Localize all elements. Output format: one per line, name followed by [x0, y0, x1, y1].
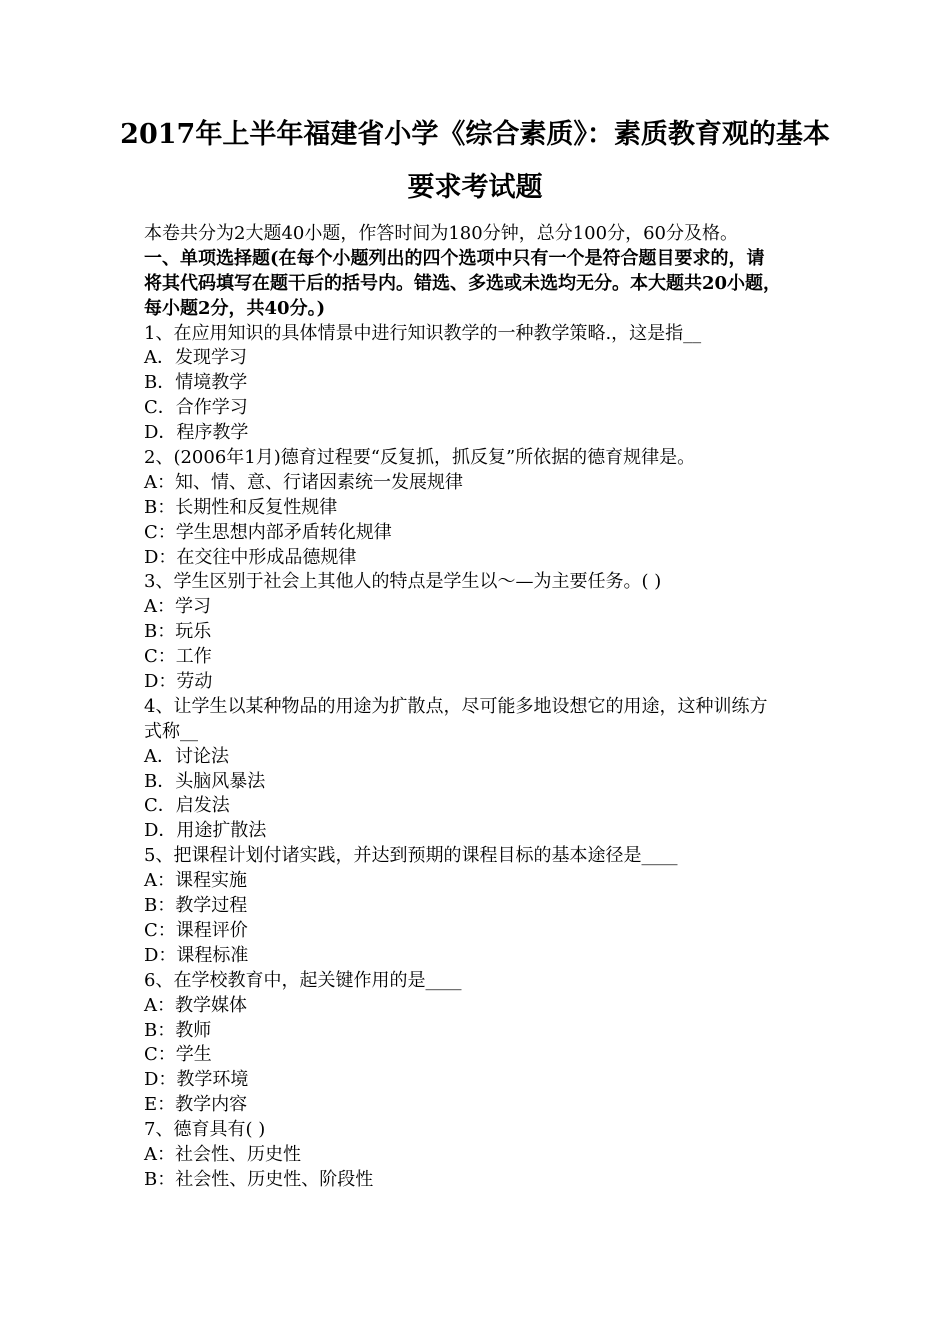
answer-option: B．情境教学	[144, 372, 248, 394]
answer-option: C：课程评价	[144, 919, 248, 941]
answer-option: A：知、情、意、行诸因素统一发展规律	[144, 471, 463, 493]
question-text	[144, 695, 808, 745]
question-text	[144, 322, 808, 347]
answer-option: A：课程实施	[144, 870, 247, 892]
answer-option: C．合作学习	[144, 397, 248, 419]
question-6	[144, 969, 808, 1118]
question-text-line: 1、在应用知识的具体情景中进行知识教学的一种教学策略.，这是指__	[144, 322, 702, 344]
question-text	[144, 446, 808, 471]
question-text-line: 7、德育具有( )	[144, 1119, 266, 1141]
answer-option: D：在交往中形成品德规律	[144, 546, 357, 568]
answer-option: D：教学环境	[144, 1069, 249, 1091]
question-text-line: 6、在学校教育中，起关键作用的是____	[144, 969, 462, 991]
answer-option: C．启发法	[144, 795, 230, 817]
question-5	[144, 844, 808, 968]
question-7	[144, 1118, 808, 1193]
question-text	[144, 570, 808, 595]
answer-option: B：玩乐	[144, 621, 212, 643]
section-heading-line: 一、单项选择题(在每个小题列出的四个选项中只有一个是符合题目要求的，请	[144, 247, 765, 269]
answer-option: C：学生思想内部矛盾转化规律	[144, 521, 392, 543]
answer-option: C：学生	[144, 1044, 212, 1066]
answer-option: A．讨论法	[144, 745, 229, 767]
answer-option: E：教学内容	[144, 1094, 248, 1116]
question-text	[144, 1118, 808, 1143]
answer-option: A．发现学习	[144, 347, 247, 369]
answer-option: A：教学媒体	[144, 994, 247, 1016]
document-title-line-1: 2017年上半年福建省小学《综合素质》：素质教育观的基本	[120, 119, 830, 150]
question-text-line: 5、把课程计划付诸实践，并达到预期的课程目标的基本途径是____	[144, 845, 678, 867]
question-text-line: 4、让学生以某种物品的用途为扩散点，尽可能多地设想它的用途，这种训练方	[144, 695, 768, 717]
question-list	[144, 322, 808, 1193]
answer-option: D：劳动	[144, 671, 213, 693]
question-text-line: 2、(2006年1月)德育过程要“反复抓，抓反复”所依据的德育规律是。	[144, 447, 696, 469]
answer-option: C：工作	[144, 646, 212, 668]
question-3	[144, 570, 808, 694]
answer-option: B：社会性、历史性、阶段性	[144, 1168, 374, 1190]
question-4	[144, 695, 808, 844]
question-text	[144, 844, 808, 869]
question-text	[144, 969, 808, 994]
question-2	[144, 446, 808, 570]
answer-option: D．用途扩散法	[144, 820, 267, 842]
question-text-line: 式称__	[144, 720, 198, 742]
question-text-line: 3、学生区别于社会上其他人的特点是学生以～—为主要任务。( )	[144, 571, 662, 593]
exam-intro: 本卷共分为2大题40小题，作答时间为180分钟，总分100分，60分及格。	[144, 223, 738, 244]
document-title-line-2: 要求考试题	[407, 172, 543, 203]
answer-option: D：课程标准	[144, 944, 249, 966]
answer-option: D．程序教学	[144, 422, 249, 444]
section-heading-line: 将其代码填写在题干后的括号内。错选、多选或未选均无分。本大题共20小题，	[144, 272, 782, 294]
section-heading	[144, 247, 808, 322]
answer-option: B：教学过程	[144, 895, 248, 917]
section-heading-line: 每小题2分，共40分。)	[144, 297, 326, 319]
document-body	[144, 222, 808, 1193]
answer-option: B：长期性和反复性规律	[144, 496, 338, 518]
answer-option: A：学习	[144, 596, 211, 618]
answer-option: A：社会性、历史性	[144, 1143, 301, 1165]
answer-option: B．头脑风暴法	[144, 770, 266, 792]
question-1	[144, 322, 808, 446]
answer-option: B：教师	[144, 1019, 212, 1041]
